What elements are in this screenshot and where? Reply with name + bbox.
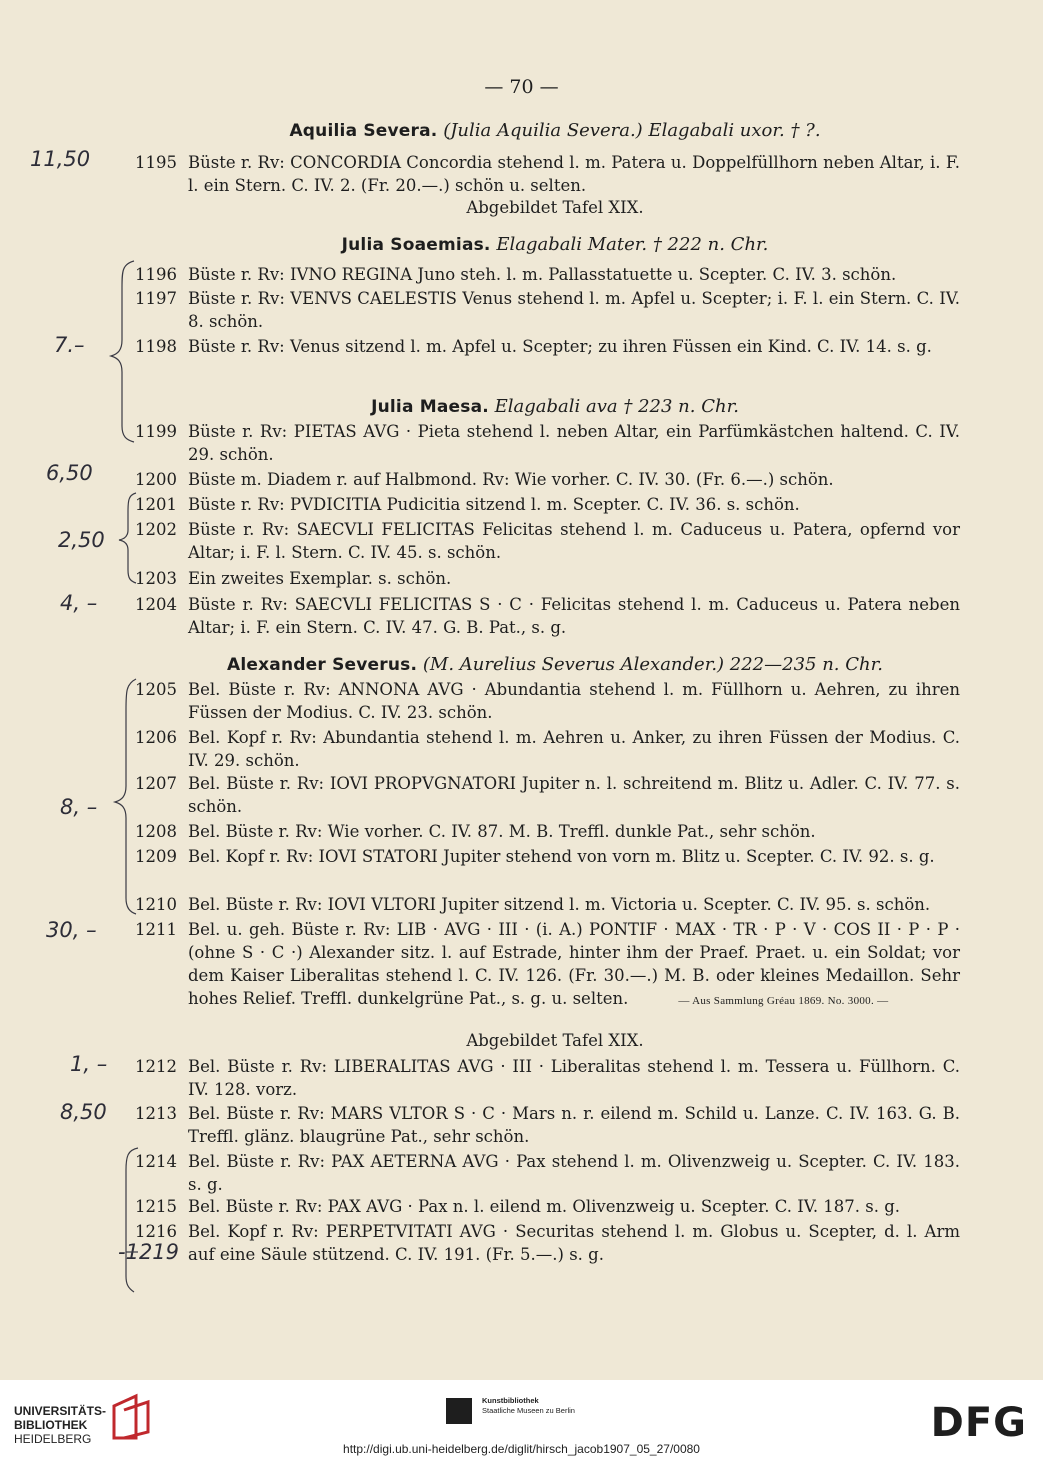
lot-number: 1201: [135, 495, 177, 514]
lot-description: Bel. Büste r. Rv: PAX AETERNA AVG · Pax stehend l. m. Olivenzweig u. Scepter. C. IV. 183. s. g.: [188, 1152, 960, 1194]
university-line: HEIDELBERG: [14, 1432, 92, 1446]
university-line: BIBLIOTHEK: [14, 1418, 88, 1432]
lot-description: Bel. Büste r. Rv: LIBERALITAS AVG · III · Liberalitas stehend l. m. Tessera u. Füllhorn. C. IV. 128. vorz.: [188, 1057, 960, 1099]
lot-description: Büste r. Rv: SAECVLI FELICITAS S · C · Felicitas stehend l. m. Caduceus u. Patera neben Altar; i. F. ein Stern. C. IV. 47. G. B. Pat., s. g.: [188, 595, 960, 637]
list-item: [135, 567, 960, 590]
lot-description: Büste r. Rv: SAECVLI FELICITAS Felicitas stehend l. m. Caduceus u. Patera, opfernd vor Altar; i. F. l. Stern. C. IV. 45. s. schön.: [188, 520, 960, 562]
provenance-note: — Aus Sammlung Gréau 1869. No. 3000. —: [678, 995, 889, 1007]
heading-name: Aquilia Severa.: [289, 121, 438, 141]
lot-number: 1205: [135, 680, 177, 699]
lot-description: Büste r. Rv: PIETAS AVG · Pieta stehend l. neben Altar, ein Parfümkästchen haltend. C. IV. 29. schön.: [188, 422, 960, 464]
kb-line1: Kunstbibliothek: [482, 1396, 539, 1405]
lot-number: 1196: [135, 265, 177, 284]
lot-description: Büste r. Rv: CONCORDIA Concordia stehend l. m. Patera u. Doppelfüllhorn neben Altar, i. F. l. ein Stern. C. IV. 2. (Fr. 20.—.) schön u. selten.: [188, 153, 960, 195]
lot-number: 1210: [135, 895, 177, 914]
lot-description: Büste m. Diadem r. auf Halbmond. Rv: Wie vorher. C. IV. 30. (Fr. 6.—.) schön.: [188, 470, 834, 489]
dfg-logo: [931, 1400, 1027, 1446]
university-line: UNIVERSITÄTS-: [14, 1404, 107, 1418]
list-item: [135, 678, 960, 724]
lot-description: Büste r. Rv: IVNO REGINA Juno steh. l. m. Pallasstatuette u. Scepter. C. IV. 3. schön.: [188, 265, 897, 284]
pencil-brace: [114, 1146, 142, 1296]
list-item: [135, 1150, 960, 1196]
handwritten-price: 8,50: [60, 1100, 107, 1124]
list-item: [135, 518, 960, 564]
section-heading-julia-soaemias: [130, 234, 980, 255]
lot-description: Bel. Büste r. Rv: PAX AVG · Pax n. l. eilend m. Olivenzweig u. Scepter. C. IV. 187. s. g.: [188, 1197, 901, 1216]
lot-number: 1197: [135, 289, 177, 308]
lot-number: 1207: [135, 774, 177, 793]
lot-number: 1215: [135, 1197, 177, 1216]
lot-description: Ein zweites Exemplar. s. schön.: [188, 569, 452, 588]
list-item: [135, 918, 960, 1013]
lot-number: 1204: [135, 595, 177, 614]
list-item: [135, 263, 960, 286]
lot-description: Bel. Büste r. Rv: Wie vorher. C. IV. 87. M. B. Treffl. dunkle Pat., sehr schön.: [188, 822, 816, 841]
lot-description: Bel. Büste r. Rv: ANNONA AVG · Abundantia stehend l. m. Füllhorn u. Aehren, zu ihren Füssen der Modius. C. IV. 23. schön.: [188, 680, 960, 722]
dfg-logo-text: DFG: [930, 1400, 1027, 1446]
heading-detail: (M. Aurelius Severus Alexander.) 222—235 n. Chr.: [422, 654, 883, 675]
handwritten-price: 8, –: [60, 795, 98, 819]
heading-name: Alexander Severus.: [227, 655, 418, 675]
pencil-brace: [112, 676, 140, 916]
handwritten-price: 11,50: [30, 147, 91, 171]
handwritten-price: 1, –: [70, 1052, 108, 1076]
list-item: [135, 772, 960, 818]
heading-detail: (Julia Aquilia Severa.) Elagabali uxor. † ?.: [443, 120, 821, 141]
lot-description: Bel. Kopf r. Rv: PERPETVITATI AVG · Securitas stehend l. m. Globus u. Scepter, d. l. Arm auf eine Säule stützend. C. IV. 191. (Fr. 5.—.) s. g.: [188, 1222, 960, 1264]
lot-number: 1195: [135, 153, 177, 172]
lot-number: 1208: [135, 822, 177, 841]
heading-name: Julia Maesa.: [371, 397, 489, 417]
lot-description: Bel. Kopf r. Rv: Abundantia stehend l. m. Aehren u. Anker, zu ihren Füssen der Modius. C. IV. 29. schön.: [188, 728, 960, 770]
lot-description: [188, 918, 960, 1013]
heading-detail: Elagabali ava † 223 n. Chr.: [494, 396, 739, 417]
list-item: [135, 893, 960, 916]
handwritten-price: 30, –: [46, 918, 97, 942]
lot-description: Bel. Büste r. Rv: IOVI PROPVGNATORI Jupiter n. l. schreitend m. Blitz u. Adler. C. IV. 77. s. schön.: [188, 774, 960, 816]
handwritten-price: 4, –: [60, 591, 98, 615]
lot-description: Bel. Kopf r. Rv: IOVI STATORI Jupiter stehend von vorn m. Blitz u. Scepter. C. IV. 92. s. g.: [188, 847, 935, 866]
list-item: [135, 1195, 960, 1218]
list-item: [135, 845, 960, 868]
lot-number: 1206: [135, 728, 177, 747]
kunstbibliothek-name: [482, 1396, 575, 1416]
lot-description: Bel. Büste r. Rv: MARS VLTOR S · C · Mars n. r. eilend m. Schild u. Lanze. C. IV. 163. G. B. Treffl. glänz. blaugrüne Pat., sehr schön.: [188, 1104, 960, 1146]
list-item: [135, 1102, 960, 1148]
list-item: [135, 593, 960, 639]
lot-number: 1198: [135, 337, 177, 356]
university-logo-icon: [106, 1392, 158, 1444]
lot-number: 1202: [135, 520, 177, 539]
list-item: [135, 151, 960, 197]
lot-description-text: Bel. u. geh. Büste r. Rv: LIB · AVG · III · (i. A.) PONTIF · MAX · TR · P · V · COS II · P · P · (ohne S · C ·) Alexander sitz. l. auf Estrade, hinter ihm der Praef. Praet. u. ein Soldat; vor dem Kaiser Liberalitas stehend l. C. IV. 126. (Fr. 30.—.) M. B. oder kleines Medaillon. Sehr hohes Relief. Treffl. dunkelgrüne Pat., s. g. u. selten.: [188, 920, 960, 1008]
section-heading-alexander-severus: [130, 654, 980, 675]
heading-name: Julia Soaemias.: [341, 235, 491, 255]
lot-number: 1200: [135, 470, 177, 489]
list-item: [135, 420, 960, 466]
lot-number: 1203: [135, 569, 177, 588]
lot-number: 1214: [135, 1152, 177, 1171]
list-item: [135, 820, 960, 843]
lot-number: 1199: [135, 422, 177, 441]
list-item: [135, 1220, 960, 1266]
pencil-brace: [108, 258, 138, 443]
lot-number: 1213: [135, 1104, 177, 1123]
handwritten-price: 2,50: [58, 528, 105, 552]
list-item: [135, 335, 960, 358]
list-item: [135, 287, 960, 333]
list-item: [135, 1055, 960, 1101]
lot-number: 1209: [135, 847, 177, 866]
plate-reference: Abgebildet Tafel XIX.: [466, 1031, 644, 1050]
lot-number: 1212: [135, 1057, 177, 1076]
lot-description: Büste r. Rv: Venus sitzend l. m. Apfel u. Scepter; zu ihren Füssen ein Kind. C. IV. 14. s. g.: [188, 337, 932, 356]
university-library-name: [14, 1404, 106, 1446]
kunstbibliothek-logo-icon: [446, 1398, 472, 1424]
list-item: [135, 493, 960, 516]
pencil-brace: [116, 490, 140, 585]
page-number: — 70 —: [484, 76, 559, 98]
lot-description: Bel. Büste r. Rv: IOVI VLTORI Jupiter sitzend l. m. Victoria u. Scepter. C. IV. 95. s. schön.: [188, 895, 931, 914]
source-url[interactable]: http://digi.ub.uni-heidelberg.de/diglit/hirsch_jacob1907_05_27/0080: [343, 1442, 700, 1456]
handwritten-price: 7.–: [54, 333, 85, 357]
handwritten-price: -1219: [118, 1240, 180, 1264]
lot-number: 1211: [135, 920, 177, 939]
kb-line2: Staatliche Museen zu Berlin: [482, 1406, 575, 1415]
list-item: [135, 468, 960, 491]
list-item: [135, 726, 960, 772]
lot-description: Büste r. Rv: VENVS CAELESTIS Venus stehend l. m. Apfel u. Scepter; i. F. l. ein Stern. C. IV. 8. schön.: [188, 289, 960, 331]
lot-number: 1216: [135, 1222, 177, 1241]
handwritten-price: 6,50: [46, 461, 93, 485]
plate-reference: Abgebildet Tafel XIX.: [466, 198, 644, 217]
section-heading-aquilia-severa: [130, 120, 980, 141]
section-heading-julia-maesa: [130, 396, 980, 417]
heading-detail: Elagabali Mater. † 222 n. Chr.: [496, 234, 769, 255]
lot-description: Büste r. Rv: PVDICITIA Pudicitia sitzend l. m. Scepter. C. IV. 36. s. schön.: [188, 495, 800, 514]
